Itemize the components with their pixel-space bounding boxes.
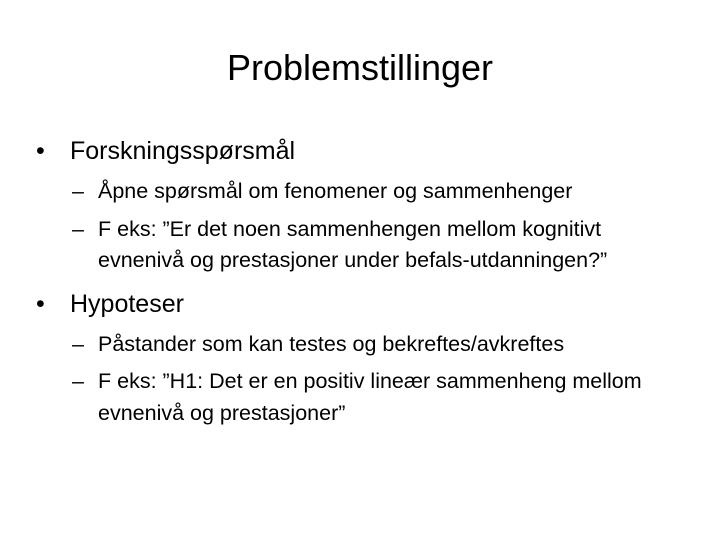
bullet-hypotheses [36,283,686,325]
sub-item-text: Åpne spørsmål om fenomener og sammenhenger [98,179,573,203]
bullet-research-questions [36,130,686,172]
sub-item [36,214,686,277]
dash-marker: – [72,216,84,241]
bullet-marker: • [36,137,45,165]
sub-list-research-questions [36,176,686,277]
dash-marker: – [72,331,84,356]
sub-item [36,366,686,429]
bullet-heading: Hypoteser [70,289,184,318]
sub-item-text: F eks: ”Er det noen sammenhengen mellom kognitivt evnenivå og prestasjoner under befals-utdanningen?” [98,216,608,272]
dash-marker: – [72,369,84,393]
sub-item [36,176,686,208]
slide-title: Problemstillinger [226,47,494,88]
slide-content [36,130,686,435]
sub-item-text: Påstander som kan testes og bekreftes/avkreftes [98,331,565,356]
sub-item [36,329,686,361]
bullet-heading: Forskningsspørsmål [70,137,296,165]
dash-marker: – [72,179,84,203]
sub-list-hypotheses [36,329,686,430]
sub-item-text: F eks: ”H1: Det er en positiv lineær sammenheng mellom evnenivå og prestasjoner” [98,369,642,425]
bullet-marker: • [36,289,45,318]
